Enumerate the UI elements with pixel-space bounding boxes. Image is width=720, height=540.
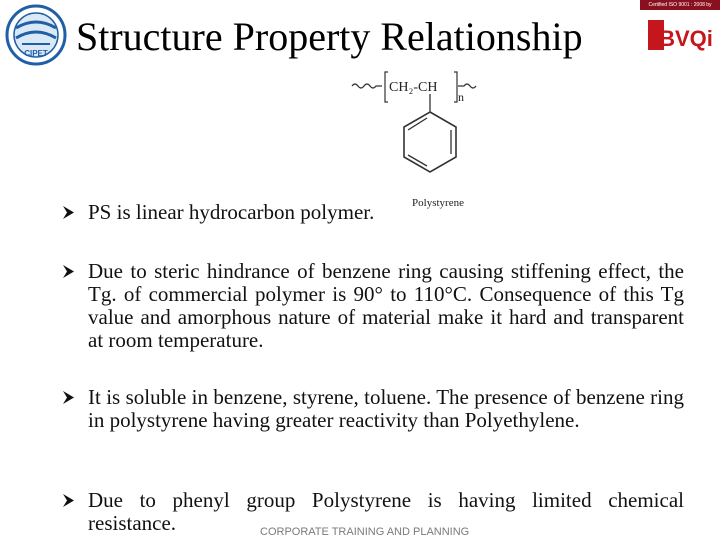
slide-footer: CORPORATE TRAINING AND PLANNING [260,526,470,538]
repeat-unit-label: CH₂-CH [389,80,438,95]
polystyrene-structure [350,64,480,210]
bvqi-logo [640,0,720,62]
bullet-text: Due to phenyl group Polystyrene is having limited chemical resistance. [88,488,684,535]
bullet-text: It is soluble in benzene, styrene, toluene. The presence of benzene ring in polystyrene having greater reactivity than Polyethylene. [88,385,684,432]
cipet-logo [2,4,70,66]
bullet-text: Due to steric hindrance of benzene ring causing stiffening effect, the Tg. of commercial polymer is 90° to 110°C. Consequence of this Tg value and amorphous nature of material make it hard and transparent at room temperature. [88,259,684,352]
bullet-item [62,260,684,352]
bullet-text: PS is linear hydrocarbon polymer. [88,200,375,224]
certification-text: Certified ISO 9001 : 2008 by [640,0,720,10]
arrow-bullet-icon [60,386,78,409]
arrow-bullet-icon [60,489,78,512]
bullet-item [62,201,684,224]
bvqi-brand-text: BVQi [659,26,713,51]
cipet-logo-text: CIPET [24,49,48,58]
repeat-subscript: n [458,90,464,104]
arrow-bullet-icon [60,201,78,224]
slide-title: Structure Property Relationship [76,14,583,59]
structure-caption: Polystyrene [412,197,464,209]
bullet-item [62,386,684,432]
arrow-bullet-icon [60,260,78,283]
